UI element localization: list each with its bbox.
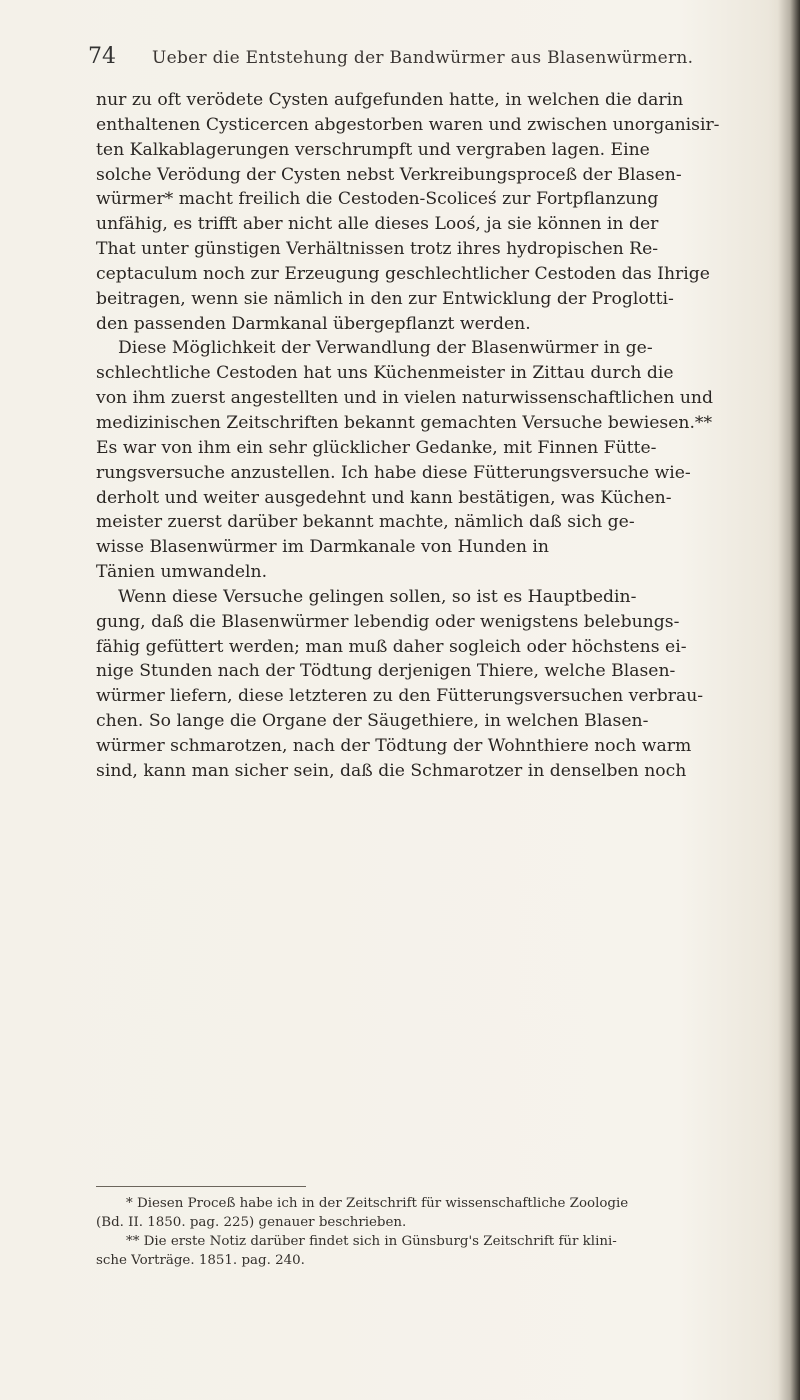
text-line: solche Verödung der Cysten nebst Verkreibungsproceß der Blasen- (96, 164, 682, 185)
footnote-rule (96, 1186, 306, 1187)
text-line: fähig gefüttert werden; man muß daher sogleich oder höchstens ei- (96, 636, 687, 657)
text-line: würmer* macht freilich die Cestoden-Scoliceś zur Fortpflanzung (96, 189, 659, 210)
page-edge-shadow (778, 0, 800, 1400)
running-head: Ueber die Entstehung der Bandwürmer aus Blasenwürmern. (152, 48, 694, 68)
footnote-line: ** Die erste Notiz darüber findet sich in Günsburg's Zeitschrift für klini- (126, 1234, 617, 1249)
footnote (96, 1232, 756, 1270)
text-line: medizinischen Zeitschriften bekannt gemachten Versuche bewiesen.** (96, 412, 713, 433)
text-line: schlechtliche Cestoden hat uns Küchenmeister in Zittau durch die (96, 363, 674, 384)
text-line: sind, kann man sicher sein, daß die Schmarotzer in denselben noch (96, 760, 687, 781)
text-line: derholt und weiter ausgedehnt und kann bestätigen, was Küchen- (96, 487, 672, 508)
text-line: gung, daß die Blasenwürmer lebendig oder wenigstens belebungs- (96, 611, 680, 632)
page-number: 74 (88, 44, 116, 69)
text-line: Es war von ihm ein sehr glücklicher Gedanke, mit Finnen Fütte- (96, 437, 657, 458)
text-line: meister zuerst darüber bekannt machte, nämlich daß sich ge- (96, 512, 635, 533)
text-line: den passenden Darmkanal übergepflanzt werden. (96, 313, 531, 334)
footnotes (96, 1194, 756, 1270)
paragraph (96, 88, 756, 336)
text-line: ceptaculum noch zur Erzeugung geschlechtlicher Cestoden das Ihrige (96, 263, 710, 284)
text-line: würmer liefern, diese letzteren zu den Fütterungsversuchen verbrau- (96, 686, 704, 707)
body-text (96, 88, 756, 784)
text-line: That unter günstigen Verhältnissen trotz ihres hydropischen Re- (96, 239, 659, 260)
footnote (96, 1194, 756, 1232)
text-line: unfähig, es trifft aber nicht alle dieses Looś, ja sie können in der (96, 214, 659, 235)
footnote-line: sche Vorträge. 1851. pag. 240. (96, 1253, 305, 1268)
text-line: enthaltenen Cysticercen abgestorben waren und zwischen unorganisir- (96, 114, 720, 135)
text-line: beitragen, wenn sie nämlich in den zur Entwicklung der Proglotti- (96, 288, 674, 309)
text-line: ten Kalkablagerungen verschrumpft und vergraben lagen. Eine (96, 139, 650, 160)
text-line: nur zu oft verödete Cysten aufgefunden hatte, in welchen die darin (96, 90, 684, 110)
footnote-line: (Bd. II. 1850. pag. 225) genauer beschrieben. (96, 1215, 407, 1230)
footnote-line: * Diesen Proceß habe ich in der Zeitschrift für wissenschaftliche Zoologie (126, 1196, 629, 1211)
text-line: nige Stunden nach der Tödtung derjenigen Thiere, welche Blasen- (96, 661, 676, 682)
text-line: würmer schmarotzen, nach der Tödtung der Wohnthiere noch warm (96, 735, 692, 756)
paragraph (96, 336, 756, 584)
text-line: Wenn diese Versuche gelingen sollen, so ist es Hauptbedin- (118, 586, 637, 607)
text-line: rungsversuche anzustellen. Ich habe diese Fütterungsversuche wie- (96, 462, 691, 483)
text-line: Diese Möglichkeit der Verwandlung der Blasenwürmer in ge- (118, 338, 653, 359)
text-line: chen. So lange die Organe der Säugethiere, in welchen Blasen- (96, 711, 649, 732)
text-line: von ihm zuerst angestellten und in vielen naturwissenschaftlichen und (96, 388, 713, 409)
page-header (88, 44, 728, 74)
text-line: Tänien umwandeln. (96, 562, 268, 583)
text-line: wisse Blasenwürmer im Darmkanale von Hunden in (96, 537, 549, 558)
paragraph (96, 585, 756, 784)
